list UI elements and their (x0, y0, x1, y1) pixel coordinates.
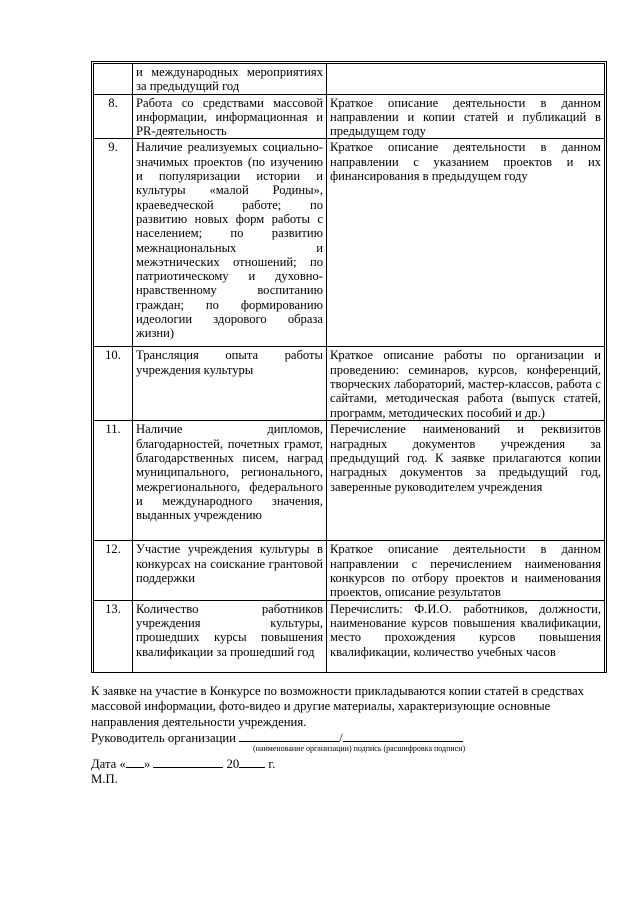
date-line (91, 756, 275, 772)
row-number: 10. (94, 347, 133, 421)
row-description: Перечислить: Ф.И.О. работников, должности, наименование курсов повышения квалификации, место прохождения курсов повышения квалификации, количество учебных часов (327, 600, 605, 672)
row-number (94, 64, 133, 95)
year-prefix: 20 (226, 757, 240, 771)
row-criterion: Участие учреждения культуры в конкурсах на соискание грантовой поддержки (133, 541, 327, 600)
year-blank (239, 756, 265, 768)
table-row (94, 139, 605, 347)
row-number: 12. (94, 541, 133, 600)
row-criterion: Работа со средствами массовой информации, информационная и PR-деятельность (133, 94, 327, 139)
table-row (94, 94, 605, 139)
table-row (94, 347, 605, 421)
date-label: Дата « (91, 757, 126, 771)
attachment-note: К заявке на участие в Конкурсе по возможности прикладываются копии статей в средствах массовой информации, фото-видео и другие материалы, характеризующие основные направления деятельности учреждения. (91, 684, 584, 729)
date-suffix: г. (268, 757, 276, 771)
row-criterion: Количество работников учреждения культуры, прошедших курсы повышения квалификации за прошедший год (133, 600, 327, 672)
signature-blank (239, 730, 339, 742)
row-criterion: Наличие дипломов, благодарностей, почетных грамот, благодарственных писем, наград муниципального, регионального, межрегионального, федерального и международного значения, выданных учреждению (133, 421, 327, 541)
signature-blank (343, 730, 463, 742)
table-row (94, 541, 605, 600)
day-blank (126, 756, 144, 768)
stamp-label: М.П. (91, 772, 118, 786)
table-row (94, 64, 605, 95)
row-description: Краткое описание деятельности в данном направлении с указанием проектов и их финансирования в предыдущем году (327, 139, 605, 347)
row-number: 9. (94, 139, 133, 347)
month-blank (153, 756, 223, 768)
row-number: 8. (94, 94, 133, 139)
row-description: Краткое описание деятельности в данном направлении и копии статей и публикаций в предыдущем году (327, 94, 605, 139)
row-number: 13. (94, 600, 133, 672)
signature-caption: (наименование организации) подпись (расшифровка подписи) (253, 744, 466, 753)
signature-slash: / (339, 731, 343, 745)
row-description (327, 64, 605, 95)
signature-label: Руководитель организации (91, 731, 236, 745)
row-description: Краткое описание деятельности в данном направлении с перечислением наименования конкурсов по отбору проектов и наименования проектов, описание результатов (327, 541, 605, 600)
row-criterion: Наличие реализуемых социально-значимых проектов (по изучению и популяризации истории и культуры «малой Родины», краеведческой работе; по развитию новых форм работы с населением; по развитию межнациональных и межэтнических отношений; по патриотическому и духовно-нравственному воспитанию граждан; по формированию идеологии здорового образа жизни) (133, 139, 327, 347)
row-number: 11. (94, 421, 133, 541)
table-row (94, 600, 605, 672)
criteria-table (93, 63, 605, 673)
row-criterion: Трансляция опыта работы учреждения культуры (133, 347, 327, 421)
row-description: Краткое описание работы по организации и проведению: семинаров, курсов, конференций, творческих лабораторий, мастер-классов, работа с сайтами, методическая работа (выпуск статей, программ, методических пособий и др.) (327, 347, 605, 421)
row-description: Перечисление наименований и реквизитов наградных документов учреждения за предыдущий год. К заявке прилагаются копии наградных документов за предыдущий год, заверенные руководителем учреждения (327, 421, 605, 541)
date-quote-close: » (143, 757, 151, 771)
table-row (94, 421, 605, 541)
row-criterion: и международных мероприятиях за предыдущий год (133, 64, 327, 95)
